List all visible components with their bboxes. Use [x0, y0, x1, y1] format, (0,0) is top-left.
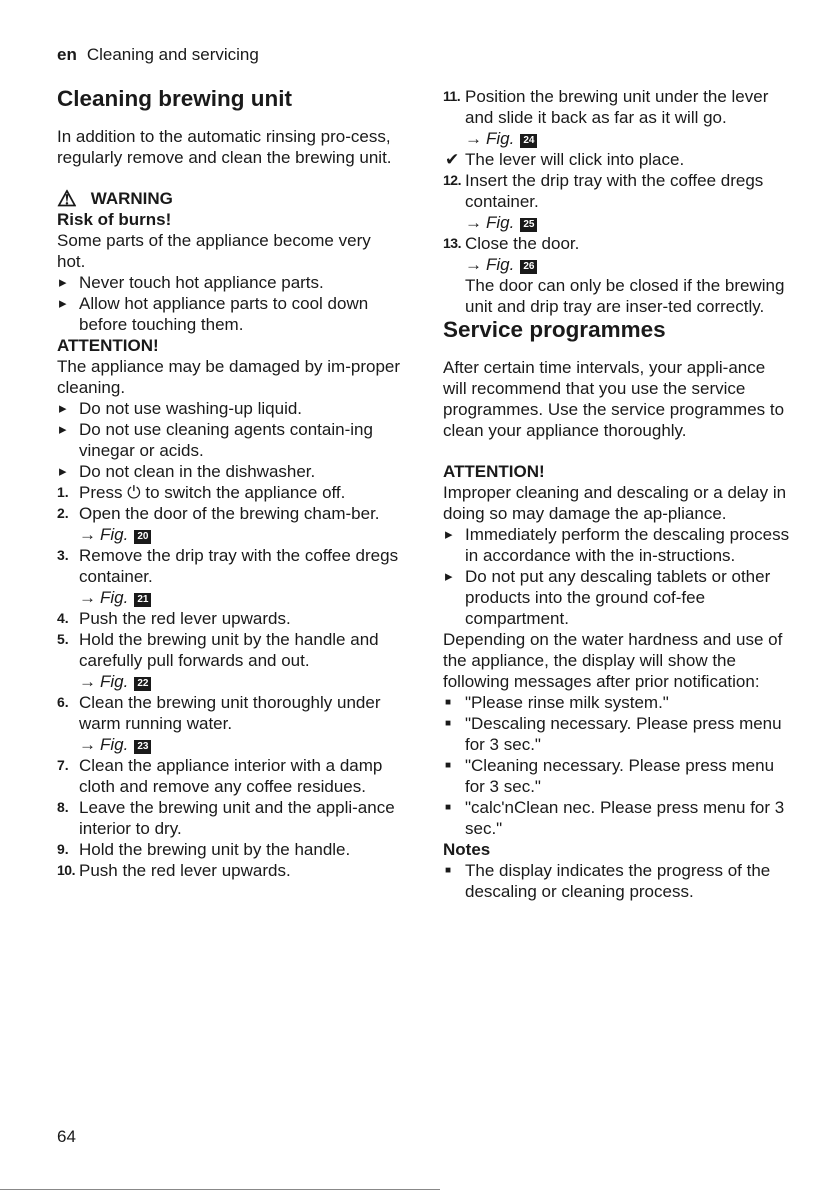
step-item [57, 797, 402, 839]
warning-heading [57, 188, 402, 209]
step-item [57, 482, 402, 503]
list-item: ▸ Do not use washing-up liquid. [57, 398, 402, 419]
step-text: Leave the brewing unit and the appli-ance interior to dry. [79, 798, 395, 838]
figure-label: Fig. [486, 255, 515, 274]
attention-label: ATTENTION! [443, 462, 545, 481]
step-text: Insert the drip tray with the coffee dregs container. [465, 171, 764, 211]
cleaning-steps-list [57, 482, 402, 881]
figure-number-badge: 22 [134, 677, 151, 691]
attention-label: ATTENTION! [57, 336, 159, 355]
attention-text: The appliance may be damaged by im-proper cleaning. [57, 357, 401, 397]
section-title: Cleaning and servicing [86, 45, 259, 64]
figure-number-badge: 25 [520, 218, 537, 232]
warning-triangle-icon: ⚠ [57, 186, 77, 211]
step-text: Close the door. [465, 234, 580, 253]
list-item: ▸ Immediately perform the descaling process in accordance with the in-structions. [443, 524, 793, 566]
step-number: 8. [57, 799, 69, 815]
arrow-right-icon: → [79, 672, 96, 691]
list-item: ▸ Do not put any descaling tablets or other products into the ground cof-fee compartment. [443, 566, 793, 629]
step-item [443, 233, 793, 317]
step-note: The door can only be closed if the brewing unit and drip tray are inser-ted correctly. [465, 276, 785, 316]
intro-paragraph: In addition to the automatic rinsing pro-cess, regularly remove and clean the brewing unit. [57, 127, 392, 167]
cleaning-steps-list-continued [443, 86, 793, 149]
list-item: ■ "Please rinse milk system." [443, 692, 793, 713]
step-text: Hold the brewing unit by the handle and carefully pull forwards and out. [79, 630, 379, 670]
language-code: en [57, 45, 77, 64]
step-item [57, 692, 402, 755]
figure-label: Fig. [100, 672, 129, 691]
arrow-right-icon: → [465, 213, 482, 232]
arrow-right-icon: → [79, 525, 96, 544]
step-text: Remove the drip tray with the coffee dregs container. [79, 546, 399, 586]
heading-service-programmes: Service programmes [443, 317, 666, 342]
step-number: 2. [57, 505, 69, 521]
step-text: Press ⏻ to switch the appliance off. [79, 483, 346, 502]
step-item [57, 629, 402, 692]
step-number: 9. [57, 841, 69, 857]
arrow-right-icon: → [465, 255, 482, 274]
left-column [57, 86, 402, 881]
attention-list [57, 398, 402, 482]
list-item: ■ "Descaling necessary. Please press menu for 3 sec." [443, 713, 793, 755]
list-item: ■ "calc'nClean nec. Please press menu for 3 sec." [443, 797, 793, 839]
figure-number-badge: 24 [520, 134, 537, 148]
step-text: Hold the brewing unit by the handle. [79, 840, 351, 859]
step-number: 7. [57, 757, 69, 773]
warning-subtitle: Risk of burns! [57, 210, 172, 229]
step-item [443, 170, 793, 233]
step-number: 5. [57, 631, 69, 647]
page-header [57, 45, 259, 65]
warning-list [57, 272, 402, 335]
step-number: 6. [57, 694, 69, 710]
step-text: Push the red lever upwards. [79, 861, 291, 880]
figure-number-badge: 20 [134, 530, 151, 544]
step-text: Open the door of the brewing cham-ber. [79, 504, 380, 523]
notes-list [443, 860, 793, 902]
list-item: ▸ Do not use cleaning agents contain-ing vinegar or acids. [57, 419, 402, 461]
figure-reference [79, 587, 402, 608]
figure-reference [465, 128, 793, 149]
notes-heading: Notes [443, 840, 491, 859]
figure-reference [79, 524, 402, 545]
figure-label: Fig. [486, 213, 515, 232]
step-item [57, 860, 402, 881]
attention-text: Improper cleaning and descaling or a delay in doing so may damage the ap-pliance. [443, 483, 787, 523]
step-item [57, 545, 402, 608]
step-number: 13. [443, 235, 461, 251]
arrow-right-icon: → [79, 588, 96, 607]
step-text: Position the brewing unit under the lever and slide it back as far as it will go. [465, 87, 769, 127]
figure-reference [465, 212, 793, 233]
depending-paragraph: Depending on the water hardness and use of the appliance, the display will show the following messages after prior notification: [443, 630, 783, 691]
figure-label: Fig. [100, 588, 129, 607]
page-number: 64 [57, 1127, 76, 1146]
list-item: ■ "Cleaning necessary. Please press menu for 3 sec." [443, 755, 793, 797]
arrow-right-icon: → [465, 129, 482, 148]
warning-label: WARNING [90, 189, 173, 208]
step-number: 1. [57, 484, 69, 500]
figure-label: Fig. [486, 129, 515, 148]
figure-number-badge: 26 [520, 260, 537, 274]
step-number: 10. [57, 862, 75, 878]
figure-reference [465, 254, 793, 275]
heading-cleaning-brewing-unit: Cleaning brewing unit [57, 86, 292, 111]
step-item [443, 86, 793, 149]
cleaning-steps-list-final [443, 170, 793, 317]
messages-list [443, 692, 793, 839]
figure-label: Fig. [100, 525, 129, 544]
step-item [57, 503, 402, 545]
list-item: ▸ Allow hot appliance parts to cool down before touching them. [57, 293, 402, 335]
step-number: 12. [443, 172, 461, 188]
result-text: The lever will click into place. [465, 150, 685, 169]
list-item: ▸ Do not clean in the dishwasher. [57, 461, 402, 482]
step-item [57, 608, 402, 629]
figure-reference [79, 671, 402, 692]
list-item: ■ The display indicates the progress of the descaling or cleaning process. [443, 860, 793, 902]
step-text: Push the red lever upwards. [79, 609, 291, 628]
figure-reference [79, 734, 402, 755]
list-item: ▸ Never touch hot appliance parts. [57, 272, 402, 293]
figure-number-badge: 23 [134, 740, 151, 754]
step-item [57, 755, 402, 797]
step-text: Clean the appliance interior with a damp cloth and remove any coffee residues. [79, 756, 383, 796]
attention-list [443, 524, 793, 629]
service-intro: After certain time intervals, your appli-ance will recommend that you use the service programmes. Use the service programmes to clean your appliance thoroughly. [443, 358, 785, 440]
figure-number-badge: 21 [134, 593, 151, 607]
step-number: 3. [57, 547, 69, 563]
step-text: Clean the brewing unit thoroughly under warm running water. [79, 693, 381, 733]
arrow-right-icon: → [79, 735, 96, 754]
checkmark-icon: ✔ [445, 150, 460, 169]
step-item [57, 839, 402, 860]
footer-divider [0, 1189, 440, 1190]
figure-label: Fig. [100, 735, 129, 754]
warning-text: Some parts of the appliance become very hot. [57, 231, 371, 271]
result-line [443, 149, 793, 170]
right-column [443, 86, 793, 902]
step-number: 11. [443, 88, 461, 104]
step-number: 4. [57, 610, 69, 626]
